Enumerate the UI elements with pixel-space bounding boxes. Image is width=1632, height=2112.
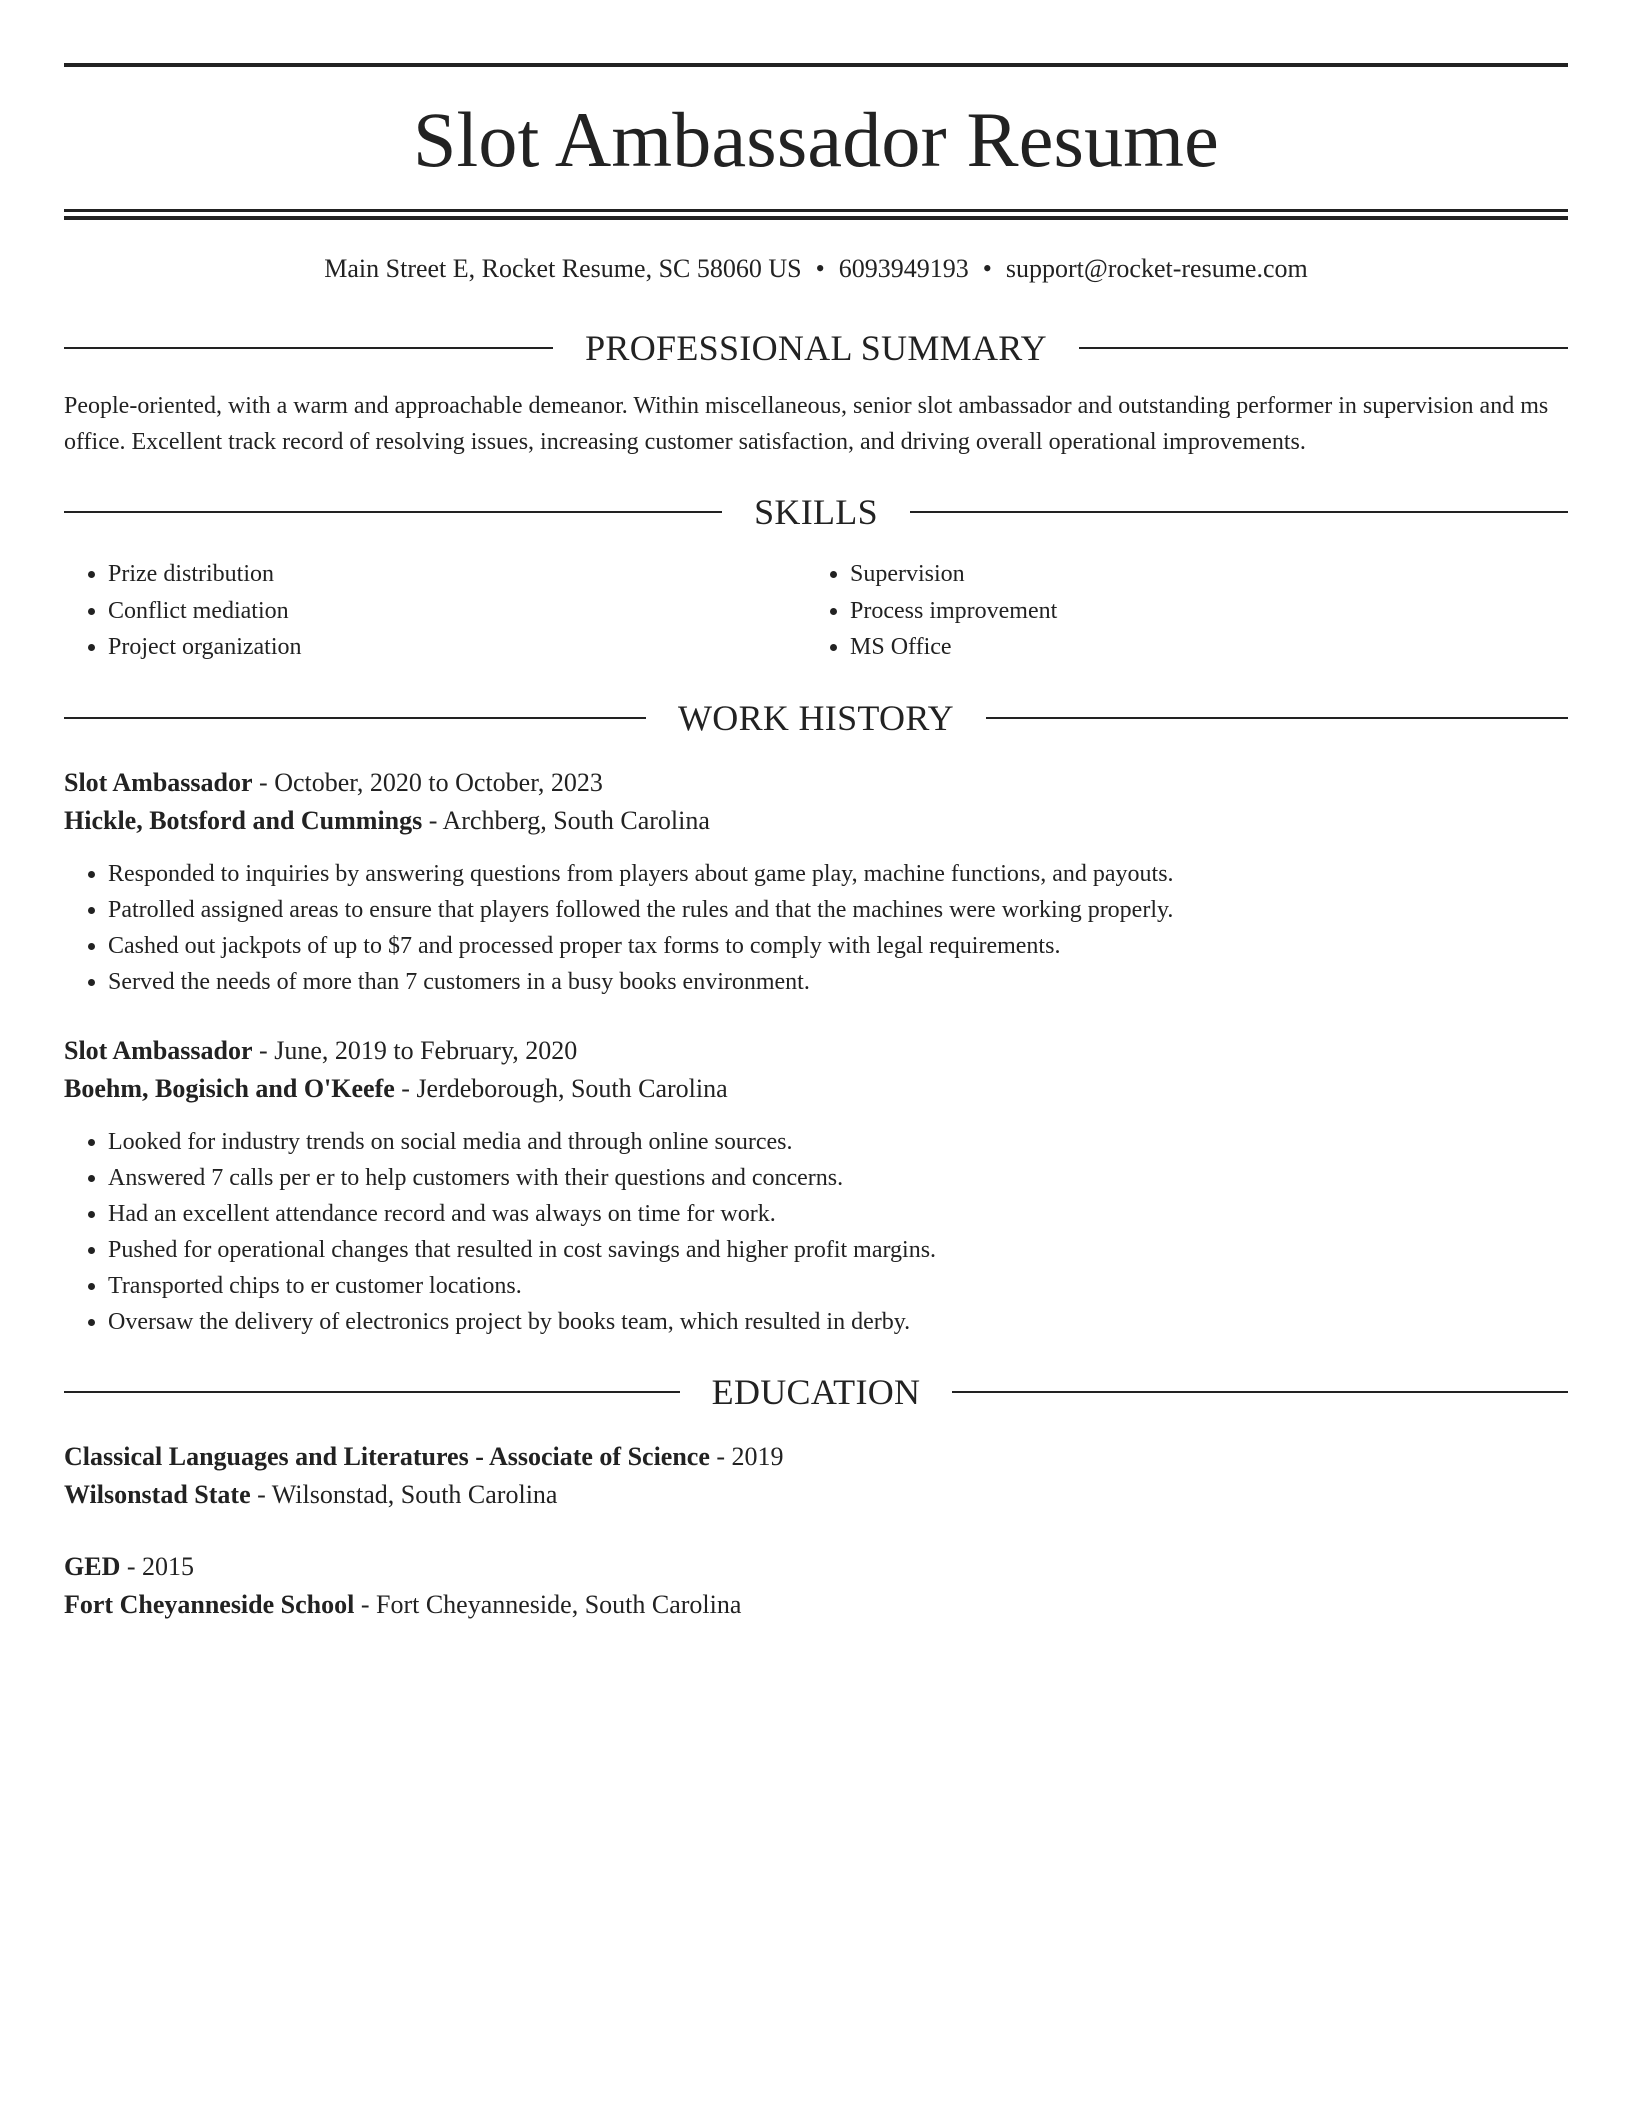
section-title-education: EDUCATION [711,1371,921,1412]
contact-line [64,256,1568,282]
summary-text: People-oriented, with a warm and approachable demeanor. Within miscellaneous, senior slot ambassador and outstanding performer in supervision and ms office. Excellent track record of resolving issues, increasing customer satisfaction, and driving overall operational improvements. [64,393,1549,455]
education-year: - 2015 [120,1551,195,1581]
job-bullet: • Oversaw the delivery of electronics project by books team, which resulted in derby. [108,1304,1568,1340]
section-title-summary: PROFESSIONAL SUMMARY [585,328,1047,368]
skill-item: • Conflict mediation [108,593,806,630]
section-rule-right [986,717,1568,719]
job-title: Slot Ambassador [64,767,253,797]
job-bullet: • Looked for industry trends on social media and through online sources. [108,1124,1568,1160]
section-header-skills [64,494,1568,530]
contact-phone: 6093949193 [838,254,969,283]
job-dates: - October, 2020 to October, 2023 [252,767,603,797]
skill-item: • Supervision [850,556,1548,593]
job-bullet: • Patrolled assigned areas to ensure that players followed the rules and that the machines were working properly. [108,892,1568,928]
education-school-line [64,1476,1568,1514]
contact-address: Main Street E, Rocket Resume, SC 58060 US [324,254,802,283]
education-degree-line [64,1438,1568,1476]
job-title-line [64,1032,1568,1070]
education-school-line [64,1586,1568,1624]
job-dates: - June, 2019 to February, 2020 [252,1035,578,1065]
education-degree: GED [64,1551,121,1581]
education-school: Wilsonstad State [64,1479,251,1509]
section-rule-left [64,347,553,349]
job-title-line [64,764,1568,802]
section-header-education [64,1371,1568,1412]
section-rule-right [952,1391,1568,1393]
job-company-line [64,1070,1568,1108]
education-school: Fort Cheyanneside School [64,1589,355,1619]
page-title: Slot Ambassador Resume [412,96,1220,183]
job-bullet: • Responded to inquiries by answering questions from players about game play, machine functions, and payouts. [108,856,1568,892]
skills-list [64,556,1568,666]
job-entry [64,1032,1568,1340]
skill-item: • Process improvement [850,593,1548,630]
job-bullet: • Transported chips to er customer locations. [108,1268,1568,1304]
skills-column-left [64,556,806,666]
job-bullet: • Answered 7 calls per er to help customers with their questions and concerns. [108,1160,1568,1196]
job-bullet: • Pushed for operational changes that resulted in cost savings and higher profit margins. [108,1232,1568,1268]
job-bullets [64,1124,1568,1340]
job-company: Boehm, Bogisich and O'Keefe [64,1073,395,1103]
skill-item: • MS Office [850,629,1548,666]
skill-item: • Prize distribution [108,556,806,593]
section-title-work: WORK HISTORY [678,697,954,738]
education-location: - Wilsonstad, South Carolina [250,1479,558,1509]
education-entry [64,1548,1568,1624]
job-bullets [64,856,1568,1000]
job-bullet: • Had an excellent attendance record and was always on time for work. [108,1196,1568,1232]
section-rule-left [64,717,646,719]
job-location: - Archberg, South Carolina [422,805,710,835]
section-header-summary [64,330,1568,366]
contact-separator: • [815,254,825,283]
section-title-skills: SKILLS [754,492,878,532]
section-rule-right [1079,347,1568,349]
job-company: Hickle, Botsford and Cummings [64,805,423,835]
job-company-line [64,802,1568,840]
section-rule-left [64,511,722,513]
job-entry [64,764,1568,1000]
skills-column-right [806,556,1548,666]
education-location: - Fort Cheyanneside, South Carolina [354,1589,742,1619]
section-header-work [64,697,1568,738]
education-degree-line [64,1548,1568,1586]
skill-item: • Project organization [108,629,806,666]
job-bullet: • Served the needs of more than 7 customers in a busy books environment. [108,964,1568,1000]
job-location: - Jerdeborough, South Carolina [394,1073,728,1103]
top-rule [64,63,1568,67]
section-rule-right [910,511,1568,513]
contact-separator: • [982,254,992,283]
job-bullet: • Cashed out jackpots of up to $7 and processed proper tax forms to comply with legal requirements. [108,928,1568,964]
education-year: - 2019 [709,1441,784,1471]
contact-email: support@rocket-resume.com [1005,254,1308,283]
title-double-rule [64,209,1568,220]
section-rule-left [64,1391,680,1393]
education-degree: Classical Languages and Literatures - Associate of Science [64,1441,710,1471]
job-title: Slot Ambassador [64,1035,253,1065]
education-entry [64,1438,1568,1514]
